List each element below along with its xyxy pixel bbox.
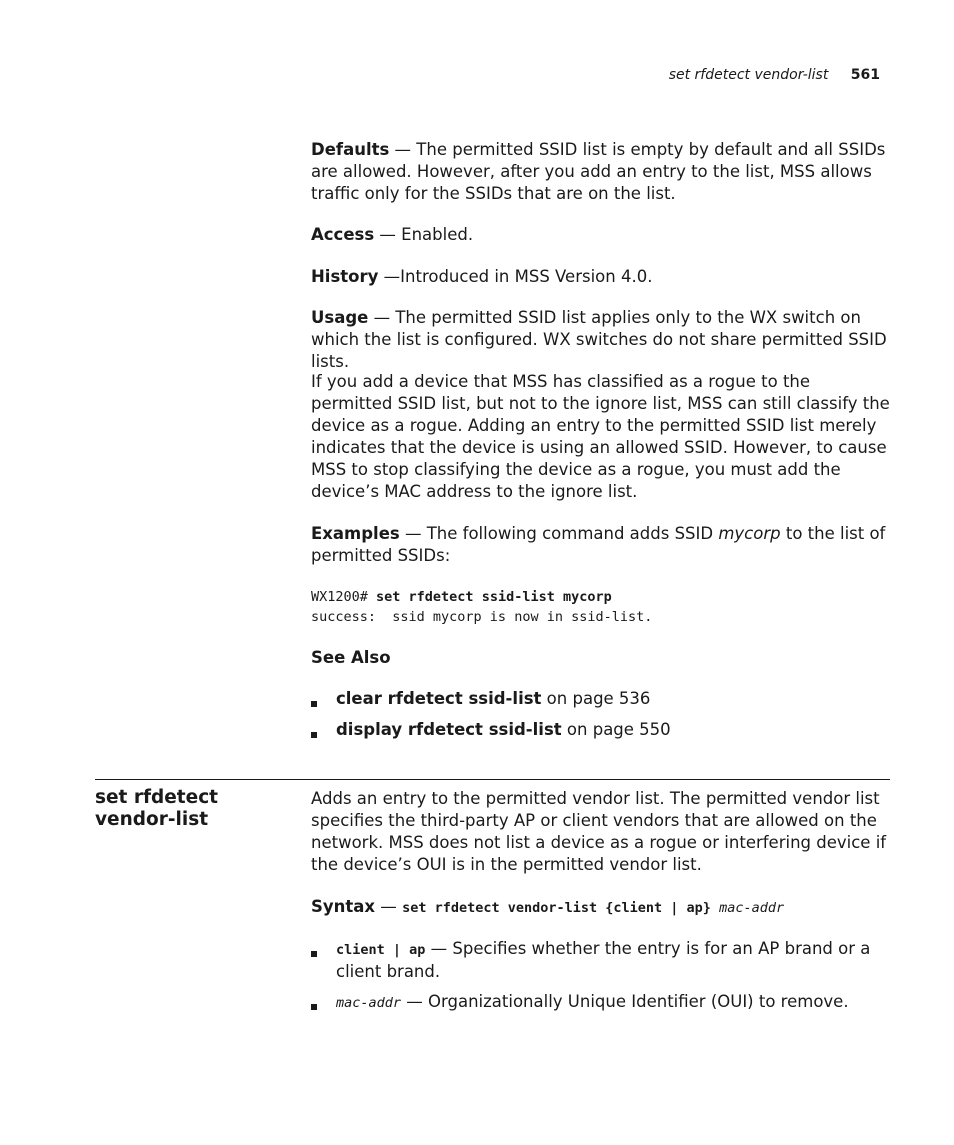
examples-paragraph bbox=[311, 523, 891, 567]
syntax-command: set rfdetect vendor-list {client | ap} bbox=[402, 900, 711, 916]
syntax-label: Syntax bbox=[311, 897, 376, 916]
usage-paragraph-2-text: If you add a device that MSS has classified as a rogue to the permitted SSID list, but not to the ignore list, MSS can still classify the device as a rogue. Adding an entry to the permitted SSID list merely indicates that the device is using an allowed SSID. However, to cause MSS to stop classifying the device as a rogue, you must add the device’s MAC address to the ignore list. bbox=[311, 372, 890, 501]
examples-label: Examples bbox=[311, 524, 400, 543]
section-divider bbox=[95, 779, 890, 780]
syntax-argument: mac-addr bbox=[719, 900, 785, 916]
examples-text-after: to the list of permitted SSIDs: bbox=[311, 524, 886, 565]
param-item-2 bbox=[336, 991, 891, 1014]
syntax-line bbox=[311, 896, 891, 919]
param-name-2: mac-addr bbox=[336, 995, 402, 1011]
see-also-heading: See Also bbox=[311, 648, 391, 667]
section-title-line1: set rfdetect bbox=[95, 787, 219, 808]
running-header-title: set rfdetect vendor-list bbox=[668, 67, 829, 83]
see-also-item-2 bbox=[336, 719, 891, 741]
defaults-paragraph bbox=[311, 139, 891, 205]
param-item-1 bbox=[336, 938, 891, 983]
param-desc-1: — Specifies whether the entry is for an AP brand or a client brand. bbox=[336, 939, 871, 981]
section-title-line2: vendor-list bbox=[95, 809, 209, 830]
access-label: Access bbox=[311, 225, 375, 244]
param-desc-2: — Organizationally Unique Identifier (OUI) to remove. bbox=[401, 992, 849, 1011]
usage-text: — The permitted SSID list applies only to the WX switch on which the list is configured. WX switches do not share permitted SSID lists. bbox=[311, 308, 887, 371]
running-header bbox=[669, 67, 880, 83]
section-title bbox=[95, 787, 295, 831]
code-output: success: ssid mycorp is now in ssid-list. bbox=[311, 609, 653, 625]
history-label: History bbox=[311, 267, 379, 286]
syntax-dash: — bbox=[375, 897, 403, 916]
see-also-ref-1: on page 536 bbox=[541, 689, 651, 708]
history-text: —Introduced in MSS Version 4.0. bbox=[378, 267, 653, 286]
see-also-link-2[interactable]: display rfdetect ssid-list bbox=[336, 720, 562, 739]
see-also-item-1 bbox=[336, 688, 891, 710]
section-description: Adds an entry to the permitted vendor list. The permitted vendor list specifies the third-party AP or client vendors that are allowed on the network. MSS does not list a device as a rogue or interfering device if the device’s OUI is in the permitted vendor list. bbox=[311, 789, 887, 874]
usage-label: Usage bbox=[311, 308, 369, 327]
code-command: set rfdetect ssid-list mycorp bbox=[376, 589, 612, 605]
defaults-text: — The permitted SSID list is empty by default and all SSIDs are allowed. However, after you add an entry to the list, MSS allows traffic only for the SSIDs that are on the list. bbox=[311, 140, 886, 203]
examples-text-before: — The following command adds SSID bbox=[399, 524, 719, 543]
usage-paragraph bbox=[311, 307, 891, 373]
code-prompt: WX1200# bbox=[311, 589, 377, 605]
bullet-icon bbox=[311, 732, 317, 738]
bullet-icon bbox=[311, 1004, 317, 1010]
access-paragraph bbox=[311, 224, 891, 246]
access-text: — Enabled. bbox=[374, 225, 474, 244]
code-example bbox=[311, 587, 652, 627]
param-name-1: client | ap bbox=[336, 942, 426, 958]
defaults-label: Defaults bbox=[311, 140, 390, 159]
examples-ssid: mycorp bbox=[718, 524, 781, 543]
history-paragraph bbox=[311, 266, 891, 288]
bullet-icon bbox=[311, 701, 317, 707]
see-also-ref-2: on page 550 bbox=[561, 720, 671, 739]
bullet-icon bbox=[311, 951, 317, 957]
page-number: 561 bbox=[850, 67, 880, 83]
usage-paragraph-2 bbox=[311, 371, 891, 503]
see-also-link-1[interactable]: clear rfdetect ssid-list bbox=[336, 689, 542, 708]
